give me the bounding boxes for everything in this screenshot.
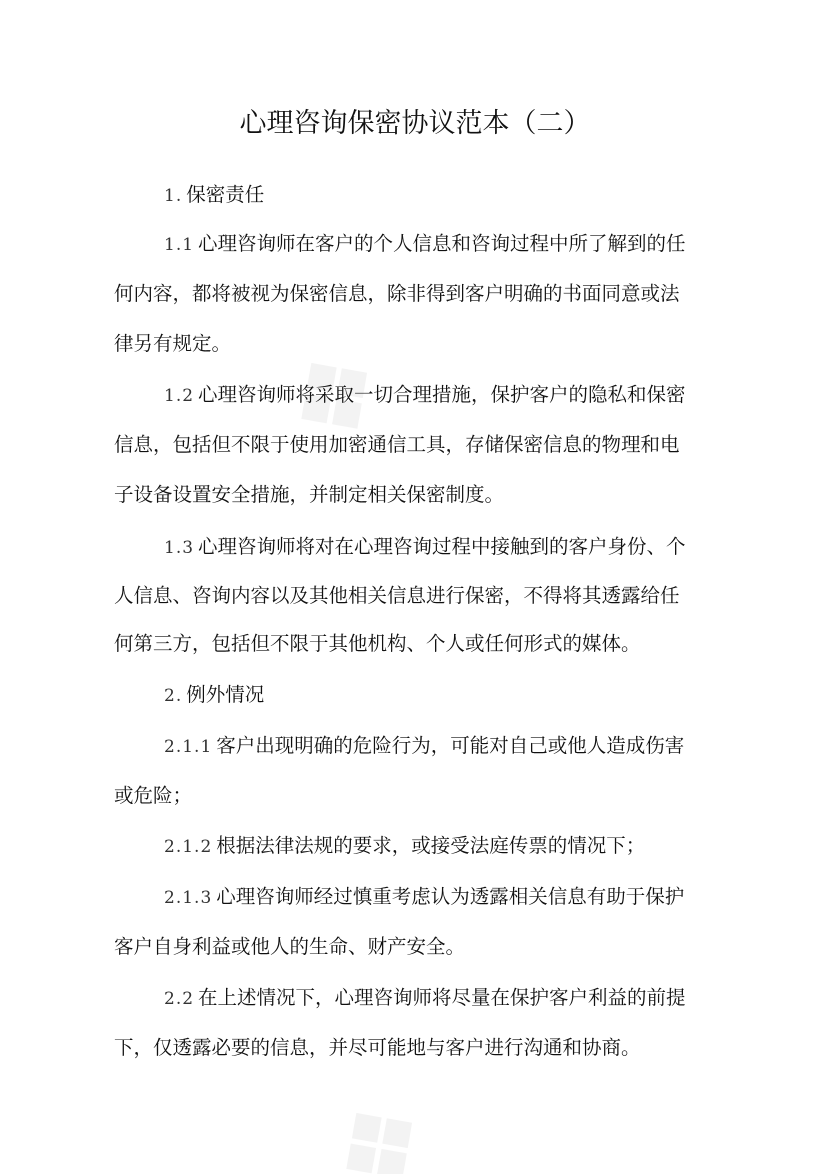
- section-heading: [164, 180, 764, 211]
- clause-line: 或危险；: [114, 784, 193, 807]
- clause-line: 何第三方，包括但不限于其他机构、个人或任何形式的媒体。: [114, 632, 641, 655]
- clause-number: 2.1.1: [164, 737, 213, 757]
- clause-line: [164, 831, 764, 862]
- clause-text: 心理咨询师在客户的个人信息和咨询过程中所了解到的任: [198, 232, 686, 255]
- section-number: 2.: [164, 686, 183, 706]
- clause-line: 子设备设置安全措施，并制定相关保密制度。: [114, 483, 505, 506]
- clause-text: 心理咨询师将对在心理咨询过程中接触到的客户身份、个: [198, 535, 686, 558]
- clause-line: 信息，包括但不限于使用加密通信工具，存储保密信息的物理和电: [114, 433, 680, 456]
- clause-text: 根据法律法规的要求，或接受法庭传票的情况下；: [216, 834, 646, 857]
- clause-line: [164, 731, 764, 762]
- clause-number: 2.1.3: [164, 888, 213, 908]
- clause-line: [164, 532, 764, 563]
- clause-line: [164, 882, 764, 913]
- watermark: [303, 1060, 467, 1174]
- clause-line: [164, 380, 764, 411]
- clause-line: 何内容，都将被视为保密信息，除非得到客户明确的书面同意或法: [114, 282, 680, 305]
- clause-line: 下，仅透露必要的信息，并尽可能地与客户进行沟通和协商。: [114, 1036, 641, 1059]
- clause-number: 1.3: [164, 538, 195, 558]
- clause-text: 心理咨询师经过慎重考虑认为透露相关信息有助于保护: [216, 885, 685, 908]
- clause-text: 客户出现明确的危险行为，可能对自己或他人造成伤害: [216, 734, 685, 757]
- clause-text: 在上述情况下，心理咨询师将尽量在保护客户利益的前提: [198, 986, 686, 1009]
- section-heading-text: 例外情况: [186, 683, 265, 706]
- section-heading: [164, 680, 764, 711]
- clause-line: [164, 983, 764, 1014]
- clause-line: 客户自身利益或他人的生命、财产安全。: [114, 935, 466, 958]
- section-number: 1.: [164, 186, 183, 206]
- clause-number: 2.2: [164, 989, 195, 1009]
- section-heading-text: 保密责任: [186, 183, 265, 206]
- clause-number: 2.1.2: [164, 837, 213, 857]
- clause-line: 人信息、咨询内容以及其他相关信息进行保密，不得将其透露给任: [114, 584, 680, 607]
- clause-number: 1.1: [164, 235, 195, 255]
- clause-number: 1.2: [164, 386, 195, 406]
- clause-line: [164, 229, 764, 260]
- clause-text: 心理咨询师将采取一切合理措施，保护客户的隐私和保密: [198, 383, 686, 406]
- clause-line: 律另有规定。: [114, 332, 232, 355]
- document-title: 心理咨询保密协议范本（二）: [239, 108, 591, 139]
